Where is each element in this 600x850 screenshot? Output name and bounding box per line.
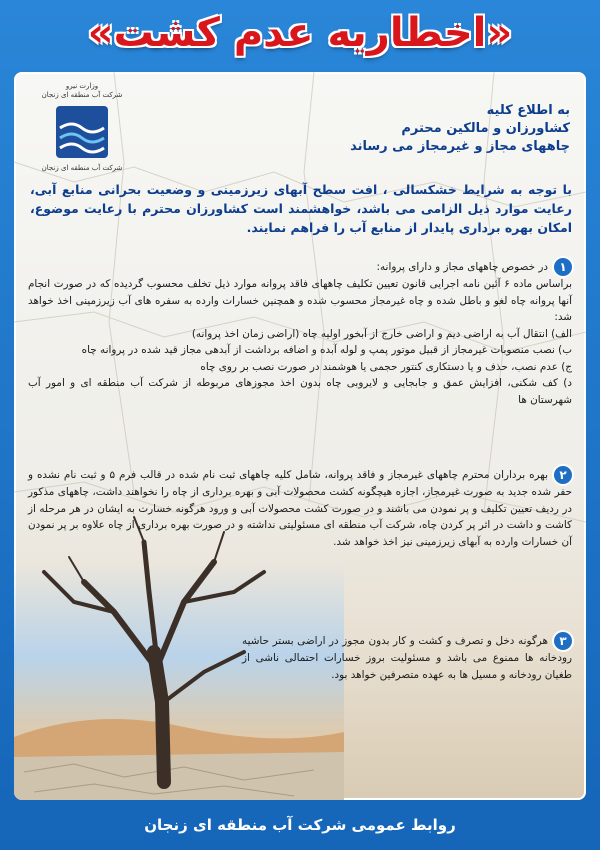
water-drop-icon <box>54 104 110 160</box>
section-2 <box>28 466 572 550</box>
logo-org-line2: شرکت آب منطقه ای زنجان <box>41 91 123 99</box>
section-paragraph: بهره برداران محترم چاههای غیرمجاز و فاقد پروانه، شامل کلیه چاههای ثبت نام شده در قالب فرم ۵ و ثبت نام نشده و حفر شده جدید به صورت غیرمجاز، اجازه هیچگونه کشت محصولات آبی و بهره برداری از چاه را نخواهند داشت، چاههای مذکور در ردیف تعیین تکلیف و پر نمودن می باشند و در صورت کشت محصولات آبی و ورود هرگونه خسارت به ایشان در هر مرحله از کاشت و داشت در اثر پر کردن چاه، شرکت آب منطقه ای مسئولیتی نداشته و در صورت بهره برداری از چاه علاوه بر پر نمودن آن خسارات وارده به آبهای زیرزمینی نیز اخذ خواهد شد. <box>28 469 572 548</box>
intro-block <box>150 102 570 156</box>
section-paragraph: هرگونه دخل و تصرف و کشت و کار بدون مجوز در اراضی بستر حاشیه رودخانه ها ممنوع می باشد و مسئولیت بروز خسارات احتمالی ناشی از طغیان رودخانه و مسیل ها به عهده متصرفین خواهد بود. <box>242 635 572 681</box>
section-number-badge: ۲ <box>554 466 572 484</box>
section-1 <box>28 258 572 408</box>
intro-line-3: چاههای مجاز و غیرمجاز می رساند <box>350 139 570 154</box>
section-paragraph: براساس ماده ۶ آئین نامه اجرایی قانون تعیین تکلیف چاههای فاقد پروانه موارد ذیل تخلف محسوب گردیده که در صورت انجام آنها پروانه چاه لغو و باطل شده و چاه غیرمجاز محسوب شده و همچنین خسارات وارده به سفره های آب زیرزمینی اخذ خواهد شد: <box>28 278 572 323</box>
section-number-badge: ۱ <box>554 258 572 276</box>
company-logo <box>32 82 132 172</box>
lead-paragraph: با توجه به شرایط خشکسالی ، افت سطح آبهای زیرزمینی و وضعیت بحرانی منابع آبی، رعایت موارد ذیل الزامی می باشد، خواهشمند است کشاورزان محترم با رعایت موضوع، امکان بهره برداری پایدار از منابع آب را فراهم نمایند. <box>30 182 572 235</box>
section-paragraph: ب) نصب منصوبات غیرمجاز از قبیل موتور پمپ و لوله آبده و اضافه برداشت از آبدهی مجاز قید شده در پروانه چاه <box>81 344 572 356</box>
intro-line-1: به اطلاع کلیه <box>486 103 570 118</box>
section-heading: در خصوص چاههای مجاز و دارای پروانه: <box>376 261 548 273</box>
logo-org-line1: وزارت نیرو <box>65 82 99 90</box>
section-number-badge: ۳ <box>554 632 572 650</box>
footer-credit: روابط عمومی شرکت آب منطقه ای زنجان <box>144 816 456 834</box>
content-panel <box>14 72 586 800</box>
section-3 <box>242 632 572 683</box>
logo-org-bottom: شرکت آب منطقه ای زنجان <box>41 164 123 172</box>
section-paragraph: ج) عدم نصب، حذف و یا دستکاری کنتور حجمی یا هوشمند در صورت نصب بر روی چاه <box>200 360 572 373</box>
poster-title: «اخطاریه عدم کشت» <box>87 10 513 56</box>
section-paragraph: د) کف شکنی، افزایش عمق و جابجایی و لایروبی چاه بدون اخذ مجوزهای مربوطه از شرکت آب منطقه ای و امور آب شهرستان ها <box>28 377 572 406</box>
intro-line-2: کشاورزان و مالکین محترم <box>401 121 570 136</box>
section-paragraph: الف) انتقال آب به اراضی دیم و اراضی خارج از آبخور اولیه چاه (اراضی زمان اخذ پروانه) <box>191 327 572 340</box>
